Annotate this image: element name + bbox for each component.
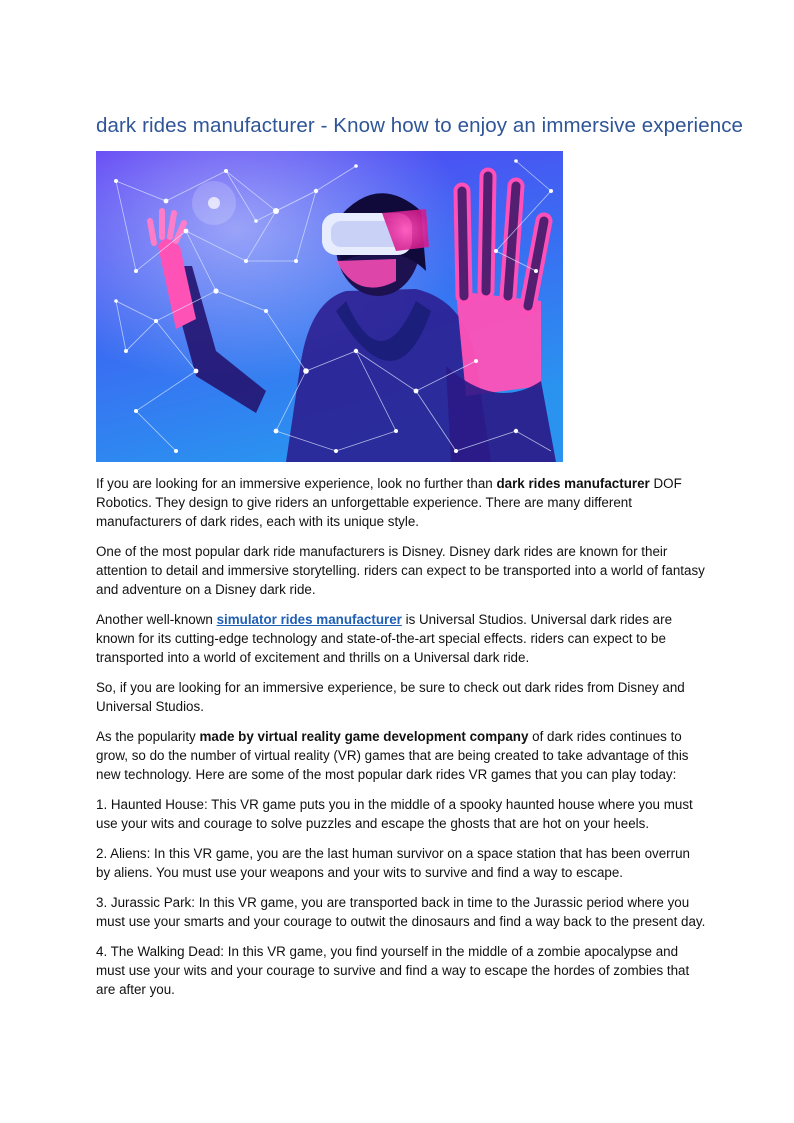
list-item-3: 3. Jurassic Park: In this VR game, you are transported back in time to the Jurassic period where you must use your smarts and your courage to outwit the dinosaurs and find a way back to the present day. [96, 895, 706, 929]
text: of dark rides continues to grow, so do the number of virtual reality (VR) games that are being created to take advantage of this new technology. Here are some of the most popular dark rides VR games that you can play today: [96, 729, 689, 782]
text: If you are looking for an immersive experience, look no further than [96, 476, 497, 491]
text: DOF Robotics. They design to give riders an unforgettable experience. There are many different manufacturers of dark rides, each with its unique style. [96, 476, 682, 529]
vr-headset-photo [96, 151, 563, 462]
text: Another well-known [96, 612, 217, 627]
paragraph-3 [96, 610, 706, 667]
paragraph-5 [96, 727, 706, 784]
list-item-2: 2. Aliens: In this VR game, you are the last human survivor on a space station that has been overrun by aliens. You must use your weapons and your wits to survive and find a way to escape. [96, 846, 690, 880]
bold-keyword: dark rides manufacturer [496, 476, 650, 491]
paragraph-2: One of the most popular dark ride manufacturers is Disney. Disney dark rides are known for their attention to detail and immersive storytelling. riders can expect to be transported into a world of fantasy and adventure on a Disney dark ride. [96, 544, 705, 597]
text: is Universal Studios. Universal dark rides are known for its cutting-edge technology and state-of-the-art special effects. riders can expect to be transported into a world of excitement and thrills on a Universal dark ride. [96, 612, 673, 665]
article-body [96, 474, 706, 1010]
text: As the popularity [96, 729, 200, 744]
list-item-4: 4. The Walking Dead: In this VR game, you find yourself in the middle of a zombie apocalypse and must use your wits and your courage to survive and find a way to escape the hordes of zombies that are after you. [96, 944, 690, 997]
paragraph-1 [96, 474, 706, 531]
list-item-1: 1. Haunted House: This VR game puts you in the middle of a spooky haunted house where you must use your wits and courage to solve puzzles and escape the ghosts that are hot on your heels. [96, 797, 693, 831]
simulator-rides-link[interactable]: simulator rides manufacturer [216, 612, 402, 627]
bold-keyword: made by virtual reality game development company [199, 729, 529, 744]
paragraph-4: So, if you are looking for an immersive experience, be sure to check out dark rides from Disney and Universal Studios. [96, 680, 685, 714]
page-title: dark rides manufacturer - Know how to enjoy an immersive experience [96, 114, 744, 137]
hero-image [96, 151, 563, 462]
